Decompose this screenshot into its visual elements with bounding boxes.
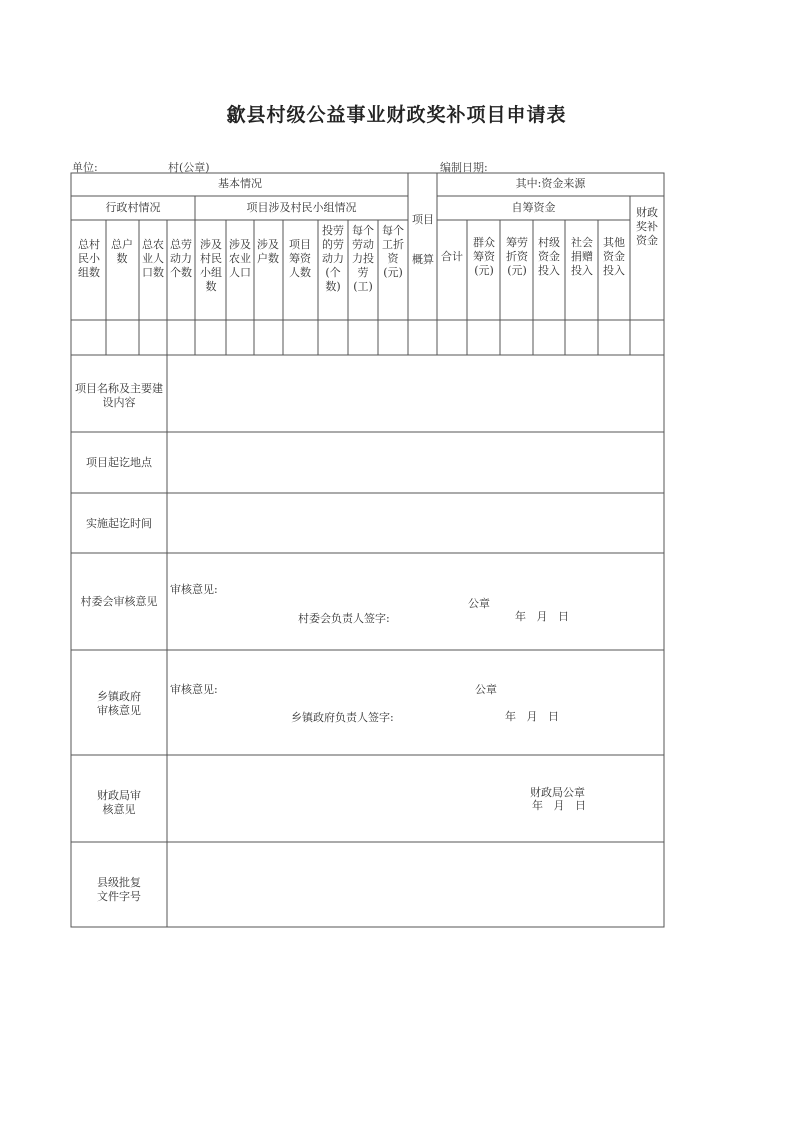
row-finance: 财政局审核意见: [97, 789, 141, 816]
col-wage-each: 每个工折资(元): [382, 224, 404, 279]
header-finance-reward: 财政奖补资金: [636, 206, 658, 247]
town-sign: 乡镇政府负责人签字:: [291, 711, 394, 724]
col-social-donation: 社会捐赠投入: [571, 236, 593, 277]
header-admin-village: 行政村情况: [105, 201, 161, 214]
row-town: 乡镇政府审核意见: [97, 690, 141, 717]
col-other-funds: 其他资金投入: [603, 236, 625, 277]
town-opinion: 审核意见:: [170, 683, 218, 696]
committee-sign: 村委会负责人签字:: [298, 612, 390, 625]
town-seal: 公章: [475, 683, 497, 696]
header-project-budget: 项目概算: [412, 213, 434, 266]
col-total-groups: 总村民小组数: [78, 238, 100, 279]
date-label: 编制日期:: [440, 161, 488, 174]
col-labor-each: 每个劳动力投劳(工): [352, 224, 374, 293]
document-title: 歙县村级公益事业财政奖补项目申请表: [226, 104, 567, 126]
committee-date: 年 月 日: [515, 610, 569, 623]
col-labor-conv: 筹劳折资(元): [506, 236, 528, 277]
committee-seal: 公章: [468, 597, 490, 610]
unit-label: 单位:: [72, 161, 98, 174]
header-funds-source: 其中:资金来源: [515, 177, 586, 190]
header-self-funds: 自筹资金: [511, 201, 556, 214]
col-proj-raise-pop: 项目筹资人数: [289, 238, 311, 279]
committee-opinion: 审核意见:: [170, 583, 218, 596]
col-village-funds: 村级资金投入: [538, 236, 560, 277]
col-total-labor: 总劳动力个数: [170, 238, 192, 279]
row-project-name: 项目名称及主要建设内容: [75, 382, 163, 409]
row-committee: 村委会审核意见: [80, 595, 158, 608]
col-total-households: 总户数: [111, 238, 133, 265]
row-time: 实施起讫时间: [86, 517, 152, 530]
header-project-groups: 项目涉及村民小组情况: [246, 201, 357, 214]
col-total-agri-pop: 总农业人口数: [142, 238, 164, 279]
town-date: 年 月 日: [505, 710, 559, 723]
col-inv-households: 涉及户数: [257, 238, 279, 265]
col-inv-agri-pop: 涉及农业人口: [229, 238, 251, 279]
col-sum: 合计: [441, 250, 463, 263]
header-basic: 基本情况: [218, 177, 262, 190]
finance-date: 年 月 日: [532, 799, 586, 812]
row-county: 县级批复文件字号: [97, 876, 141, 903]
col-inv-groups: 涉及村民小组数: [200, 238, 222, 293]
col-labor-input: 投劳的劳动力(个数): [322, 224, 344, 293]
col-mass-raise: 群众筹资(元): [473, 236, 495, 277]
row-location: 项目起讫地点: [86, 456, 152, 469]
village-seal-label: 村(公章): [168, 161, 210, 174]
finance-seal: 财政局公章: [530, 786, 585, 799]
